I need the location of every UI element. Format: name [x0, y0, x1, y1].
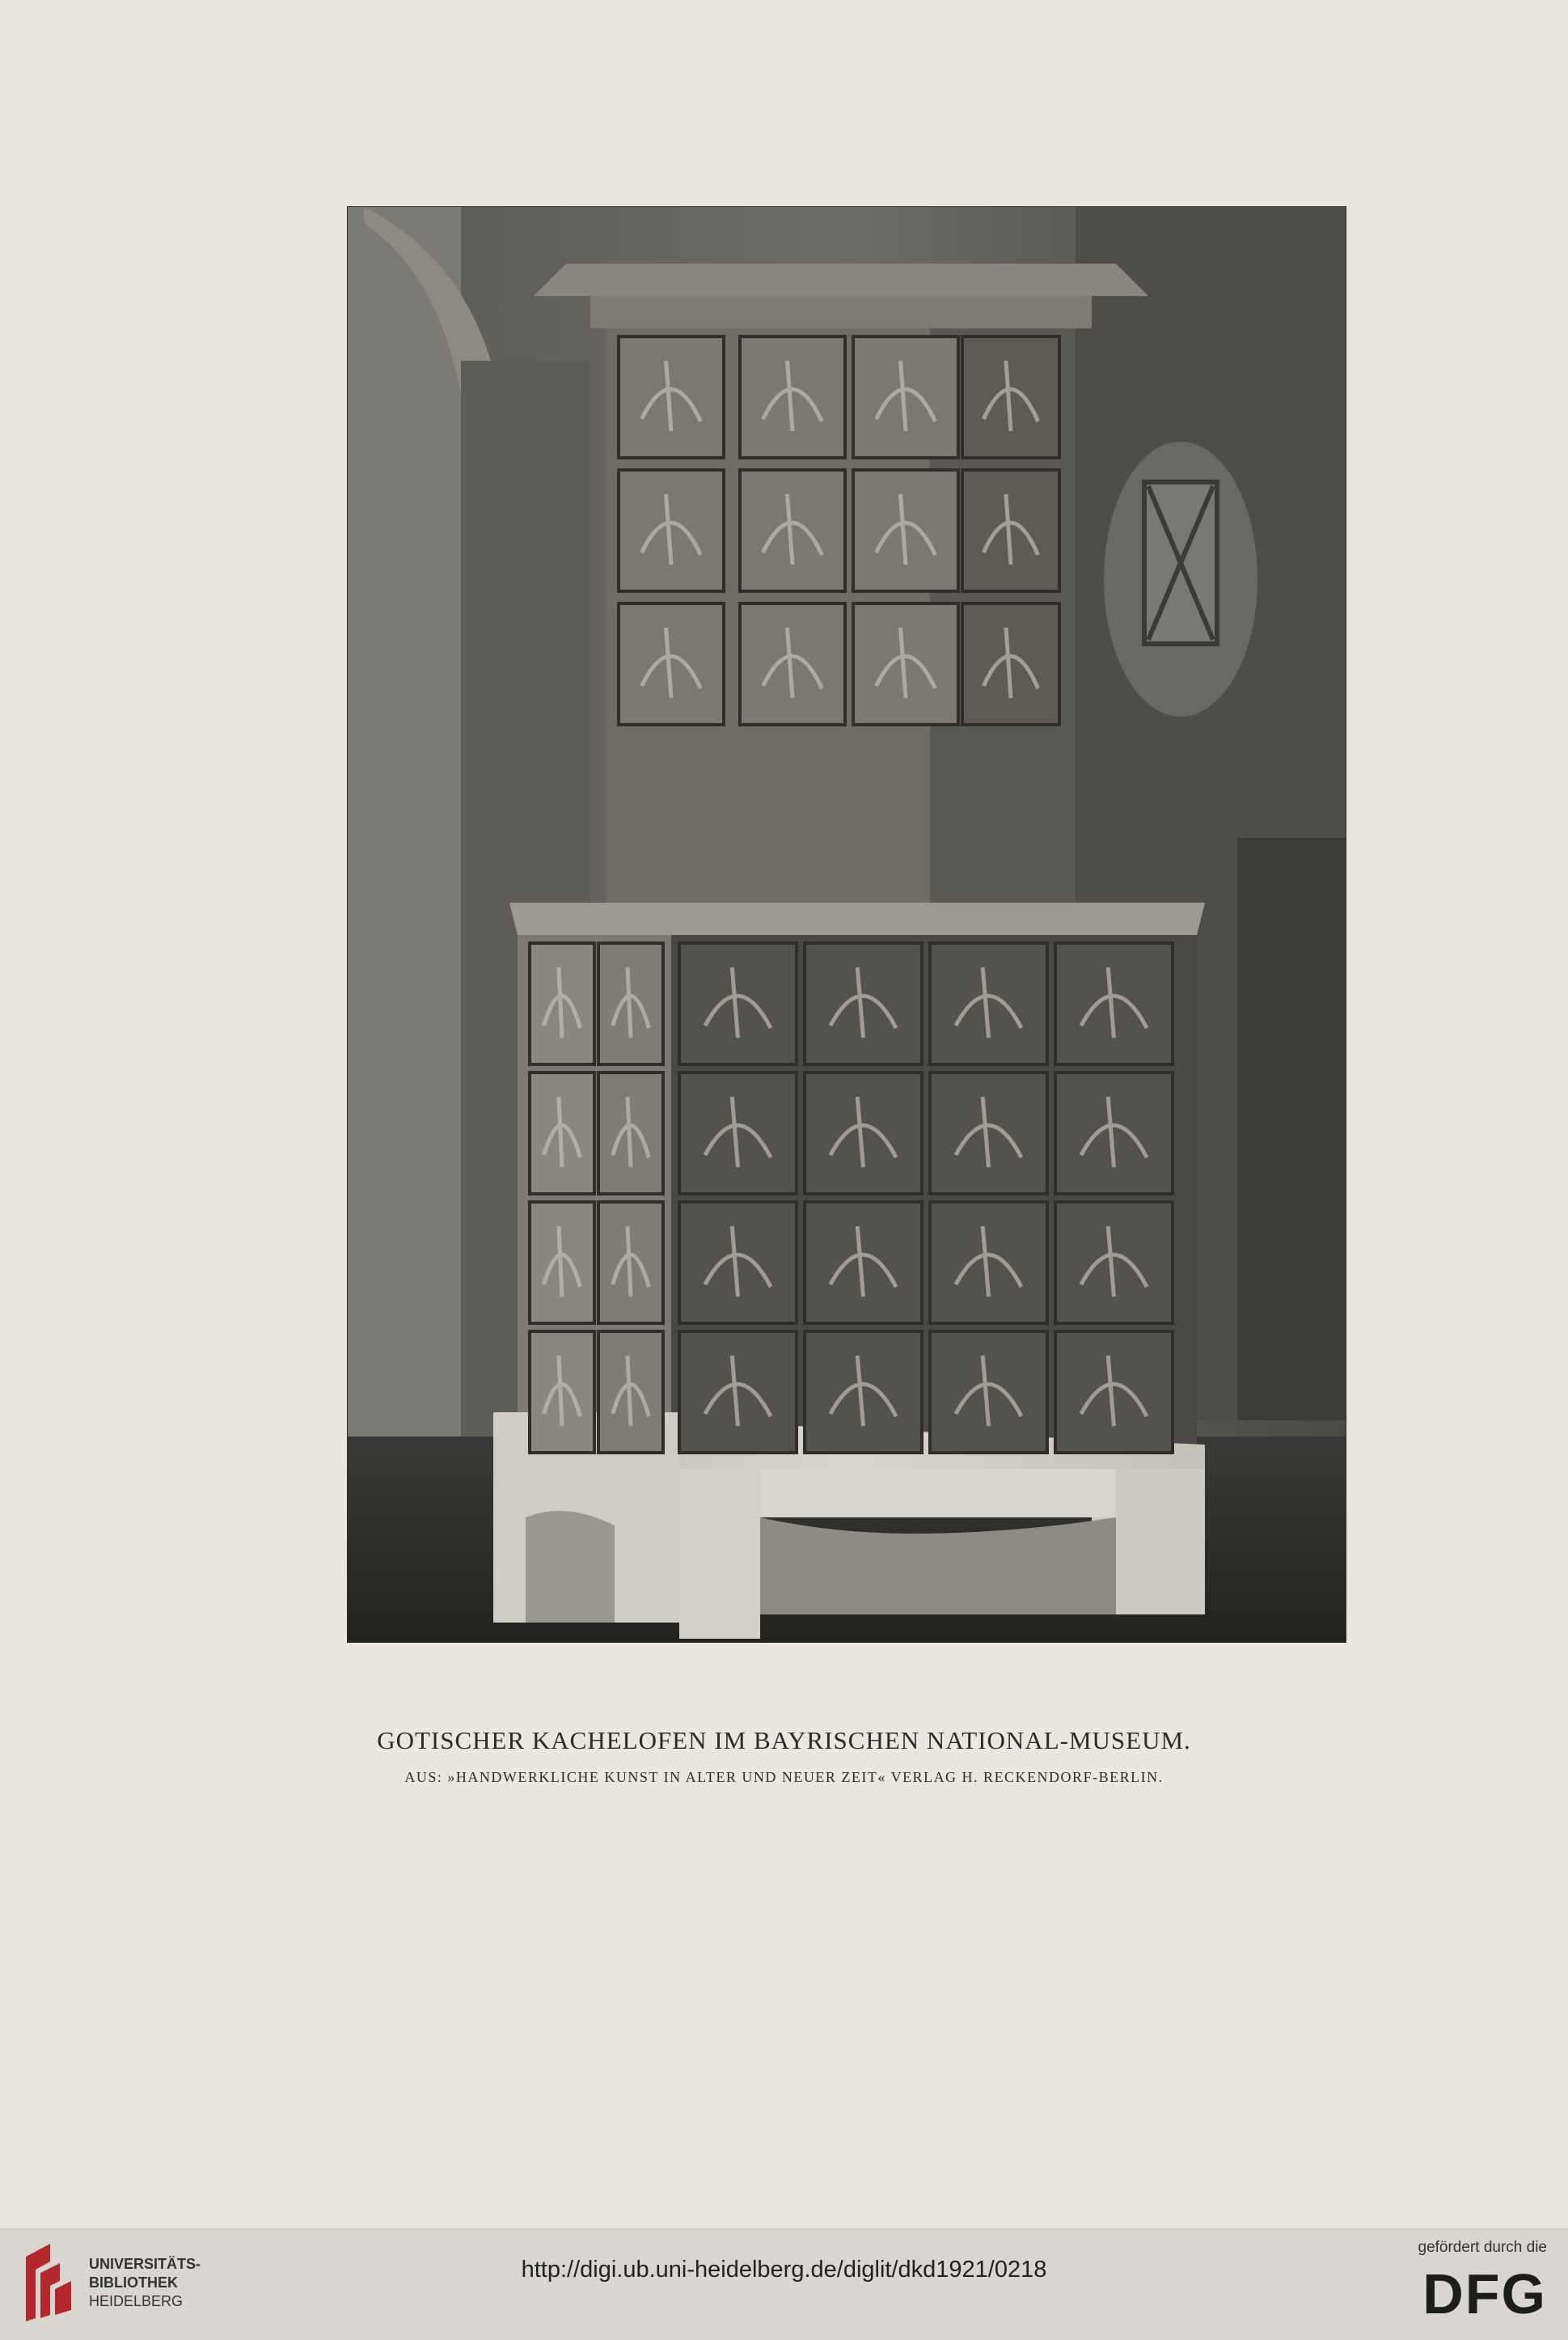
stove-side-tile	[530, 1073, 594, 1194]
stove-upper-tile	[962, 336, 1059, 458]
stove-side-tile	[598, 1073, 663, 1194]
stove-lower-tile	[805, 943, 922, 1064]
dfg-logo: DFG	[1422, 2262, 1547, 2325]
library-name-line3: HEIDELBERG	[89, 2293, 184, 2309]
stove-lower-tile	[1055, 1202, 1173, 1323]
stove-upper-tile	[619, 603, 724, 725]
library-name-line1: UNIVERSITÄTS-	[89, 2256, 201, 2272]
stove-lower-tile	[679, 1073, 797, 1194]
stove-lower-tile	[805, 1202, 922, 1323]
permalink-url[interactable]: http://digi.ub.uni-heidelberg.de/diglit/dkd1921/0218	[521, 2257, 1047, 2283]
stove-lower-tile	[1055, 1331, 1173, 1453]
stove-lower-tile	[805, 1073, 922, 1194]
stove-lower-tile	[679, 1331, 797, 1453]
stove-upper-tile	[962, 470, 1059, 591]
stove-upper-tile	[740, 336, 845, 458]
stove-side-tile	[530, 1331, 594, 1453]
stove-upper-tile	[619, 336, 724, 458]
stove-upper-tile	[853, 470, 958, 591]
stove-photograph	[348, 207, 1346, 1642]
plate-caption: GOTISCHER KACHELOFEN IM BAYRISCHEN NATIONAL-MUSEUM.	[377, 1726, 1191, 1754]
stove-lower-tile	[930, 943, 1047, 1064]
stove-lower-tile	[1055, 943, 1173, 1064]
stove-lower-tile	[805, 1331, 922, 1453]
funding-label: gefördert durch die	[1418, 2239, 1547, 2256]
plate-credit: AUS: »HANDWERKLICHE KUNST IN ALTER UND NEUER ZEIT« VERLAG H. RECKENDORF-BERLIN.	[404, 1769, 1164, 1785]
stove-lower-tile	[930, 1202, 1047, 1323]
stove-side-tile	[530, 943, 594, 1064]
stove-side-tile	[598, 943, 663, 1064]
stove-upper-tile	[740, 470, 845, 591]
stove-lower-tile	[930, 1073, 1047, 1194]
stove-lower-tile	[679, 943, 797, 1064]
library-name-line2: BIBLIOTHEK	[89, 2274, 178, 2291]
stove-side-tile	[598, 1331, 663, 1453]
stove-upper-tile	[853, 603, 958, 725]
stove-side-tile	[598, 1202, 663, 1323]
stove-lower-tile	[1055, 1073, 1173, 1194]
stove-upper-tile	[853, 336, 958, 458]
stove-lower-tile	[679, 1202, 797, 1323]
stove-upper-tile	[962, 603, 1059, 725]
stove-upper-tile	[740, 603, 845, 725]
stove-lower-tile	[930, 1331, 1047, 1453]
stove-upper-tile	[619, 470, 724, 591]
stove-side-tile	[530, 1202, 594, 1323]
footer-bar	[0, 2228, 1568, 2340]
